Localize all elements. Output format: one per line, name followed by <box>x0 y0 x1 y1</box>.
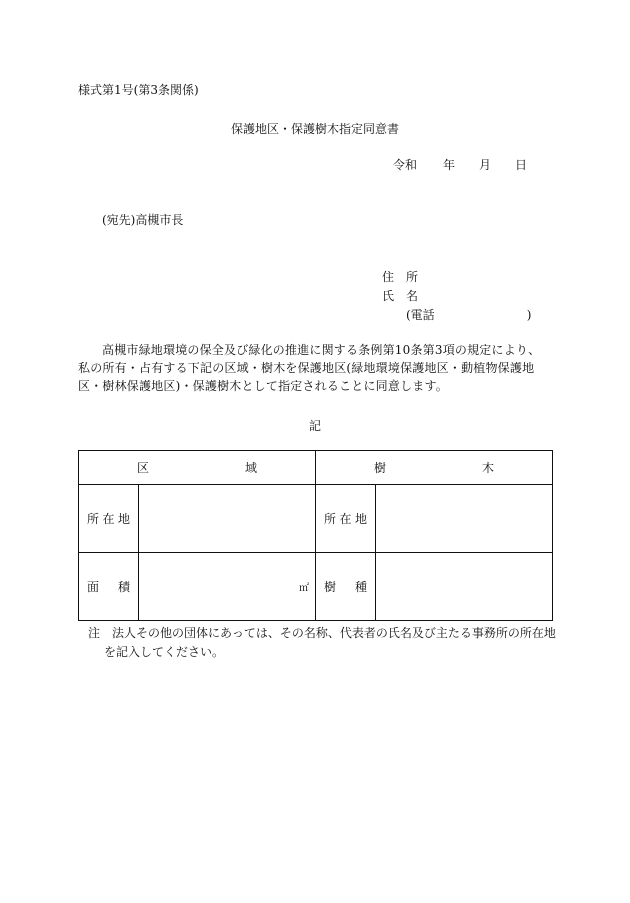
addressee: (宛先)高槻市長 <box>102 213 184 227</box>
note-line-1: 法人その他の団体にあっては、その名称、代表者の氏名及び主たる事務所の所在地 <box>112 626 556 640</box>
area-size-field[interactable] <box>139 553 316 621</box>
date-month: 月 <box>479 158 492 172</box>
tree-location-label: 所 在 地 <box>316 485 376 553</box>
detail-table <box>78 450 553 621</box>
area-location-field[interactable] <box>139 485 316 553</box>
form-number: 様式第1号(第3条関係) <box>78 83 199 97</box>
phone-label: (電話 <box>406 308 435 322</box>
species-label: 樹 種 <box>316 553 376 621</box>
tree-header: 樹 木 <box>316 451 553 485</box>
date-era: 令和 <box>393 158 418 172</box>
note-mark: 注 <box>88 626 101 640</box>
date-line <box>393 156 527 173</box>
note-line-2: を記入してください。 <box>104 645 225 659</box>
area-header: 区 域 <box>79 451 316 485</box>
table-row-size <box>79 553 553 621</box>
address-label: 住 所 <box>382 270 419 284</box>
table-header-row <box>79 451 553 485</box>
area-unit: ㎡ <box>299 583 309 594</box>
note <box>88 624 556 662</box>
consent-body-text: 高槻市緑地環境の保全及び緑化の推進に関する条例第10条第3項の規定により、私の所有・占有する下記の区域・樹木を保護地区(緑地環境保護地区・動植物保護地区・樹林保護地区)・保護樹木として指定されることに同意します。 <box>78 343 541 393</box>
ki-heading: 記 <box>308 419 321 433</box>
phone-line <box>406 306 531 323</box>
date-year: 年 <box>443 158 456 172</box>
table-row-location <box>79 485 553 553</box>
tree-location-field[interactable] <box>376 485 553 553</box>
name-label: 氏 名 <box>382 289 419 303</box>
phone-close: ) <box>526 308 532 322</box>
species-field[interactable] <box>376 553 553 621</box>
area-size-label: 面 積 <box>79 553 139 621</box>
document-title: 保護地区・保護樹木指定同意書 <box>230 122 399 136</box>
area-location-label: 所 在 地 <box>79 485 139 553</box>
date-day: 日 <box>515 158 528 172</box>
